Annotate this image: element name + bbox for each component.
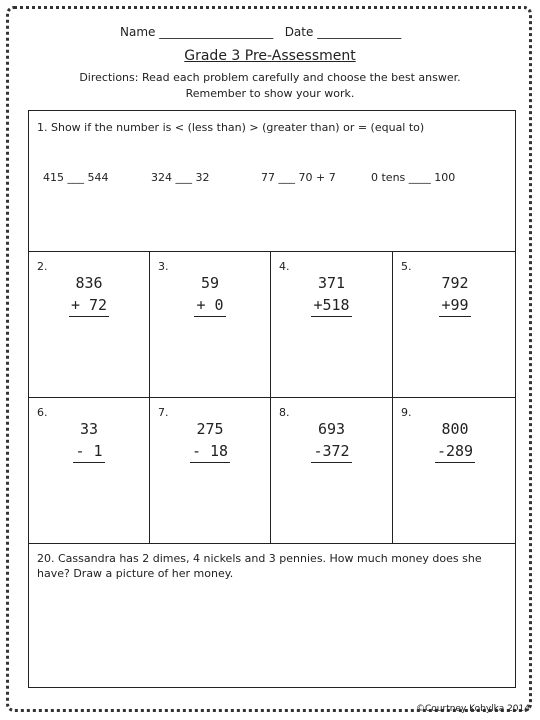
problem-cell	[393, 398, 517, 543]
question-20-text: 20. Cassandra has 2 dimes, 4 nickels and 3 pennies. How much money does she have? Draw a picture of her money.	[37, 552, 482, 580]
problem-number: 7.	[158, 406, 169, 419]
problem-cell	[150, 398, 271, 543]
problem-cell	[150, 252, 271, 397]
question-1-text: 1. Show if the number is < (less than) > (greater than) or = (equal to)	[37, 121, 425, 134]
problem-bottom: - 18	[190, 440, 230, 463]
problem-top: 275	[196, 420, 224, 438]
problem-bottom: + 72	[69, 294, 109, 317]
name-date-line	[120, 25, 520, 39]
problem-top: 371	[317, 274, 346, 292]
name-blank: ___________________	[159, 25, 274, 39]
problem-top: 693	[317, 420, 346, 438]
q1-item: 324 ___ 32	[151, 171, 210, 184]
q1-item: 415 ___ 544	[43, 171, 109, 184]
problem-number: 9.	[401, 406, 412, 419]
problem-top: 59	[200, 274, 220, 292]
problem-bottom: -289	[435, 440, 475, 463]
problem-number: 4.	[279, 260, 290, 273]
directions	[30, 70, 510, 102]
problem-number: 8.	[279, 406, 290, 419]
problem-cell	[271, 252, 393, 397]
date-blank: ______________	[317, 25, 402, 39]
problem-cell	[29, 252, 150, 397]
name-label: Name	[120, 25, 156, 39]
problem-cell	[271, 398, 393, 543]
q1-item: 0 tens ____ 100	[371, 171, 456, 184]
directions-line-2: Remember to show your work.	[185, 87, 355, 100]
problem-bottom: - 1	[73, 440, 104, 463]
problem-bottom: +99	[439, 294, 470, 317]
problem-number: 3.	[158, 260, 169, 273]
problem-cell	[29, 398, 150, 543]
problem-row-1	[29, 252, 515, 398]
problem-bottom: -372	[311, 440, 351, 463]
problem-top: 800	[441, 420, 469, 438]
problem-number: 6.	[37, 406, 48, 419]
page-title: Grade 3 Pre-Assessment	[184, 48, 356, 64]
problem-cell	[393, 252, 517, 397]
q1-item: 77 ___ 70 + 7	[261, 171, 336, 184]
copyright: ©Courtney Kobylka 2014	[416, 704, 530, 714]
directions-line-1: Directions: Read each problem carefully and choose the best answer.	[79, 71, 461, 84]
problem-bottom: +518	[311, 294, 351, 317]
problem-top: 33	[79, 420, 99, 438]
problem-number: 2.	[37, 260, 48, 273]
problem-row-2	[29, 398, 515, 544]
problem-bottom: + 0	[194, 294, 225, 317]
worksheet-table	[28, 110, 516, 688]
date-label: Date	[284, 25, 314, 39]
problem-number: 5.	[401, 260, 412, 273]
question-1-cell	[29, 111, 515, 252]
problem-top: 836	[75, 274, 103, 292]
problem-top: 792	[441, 274, 469, 292]
